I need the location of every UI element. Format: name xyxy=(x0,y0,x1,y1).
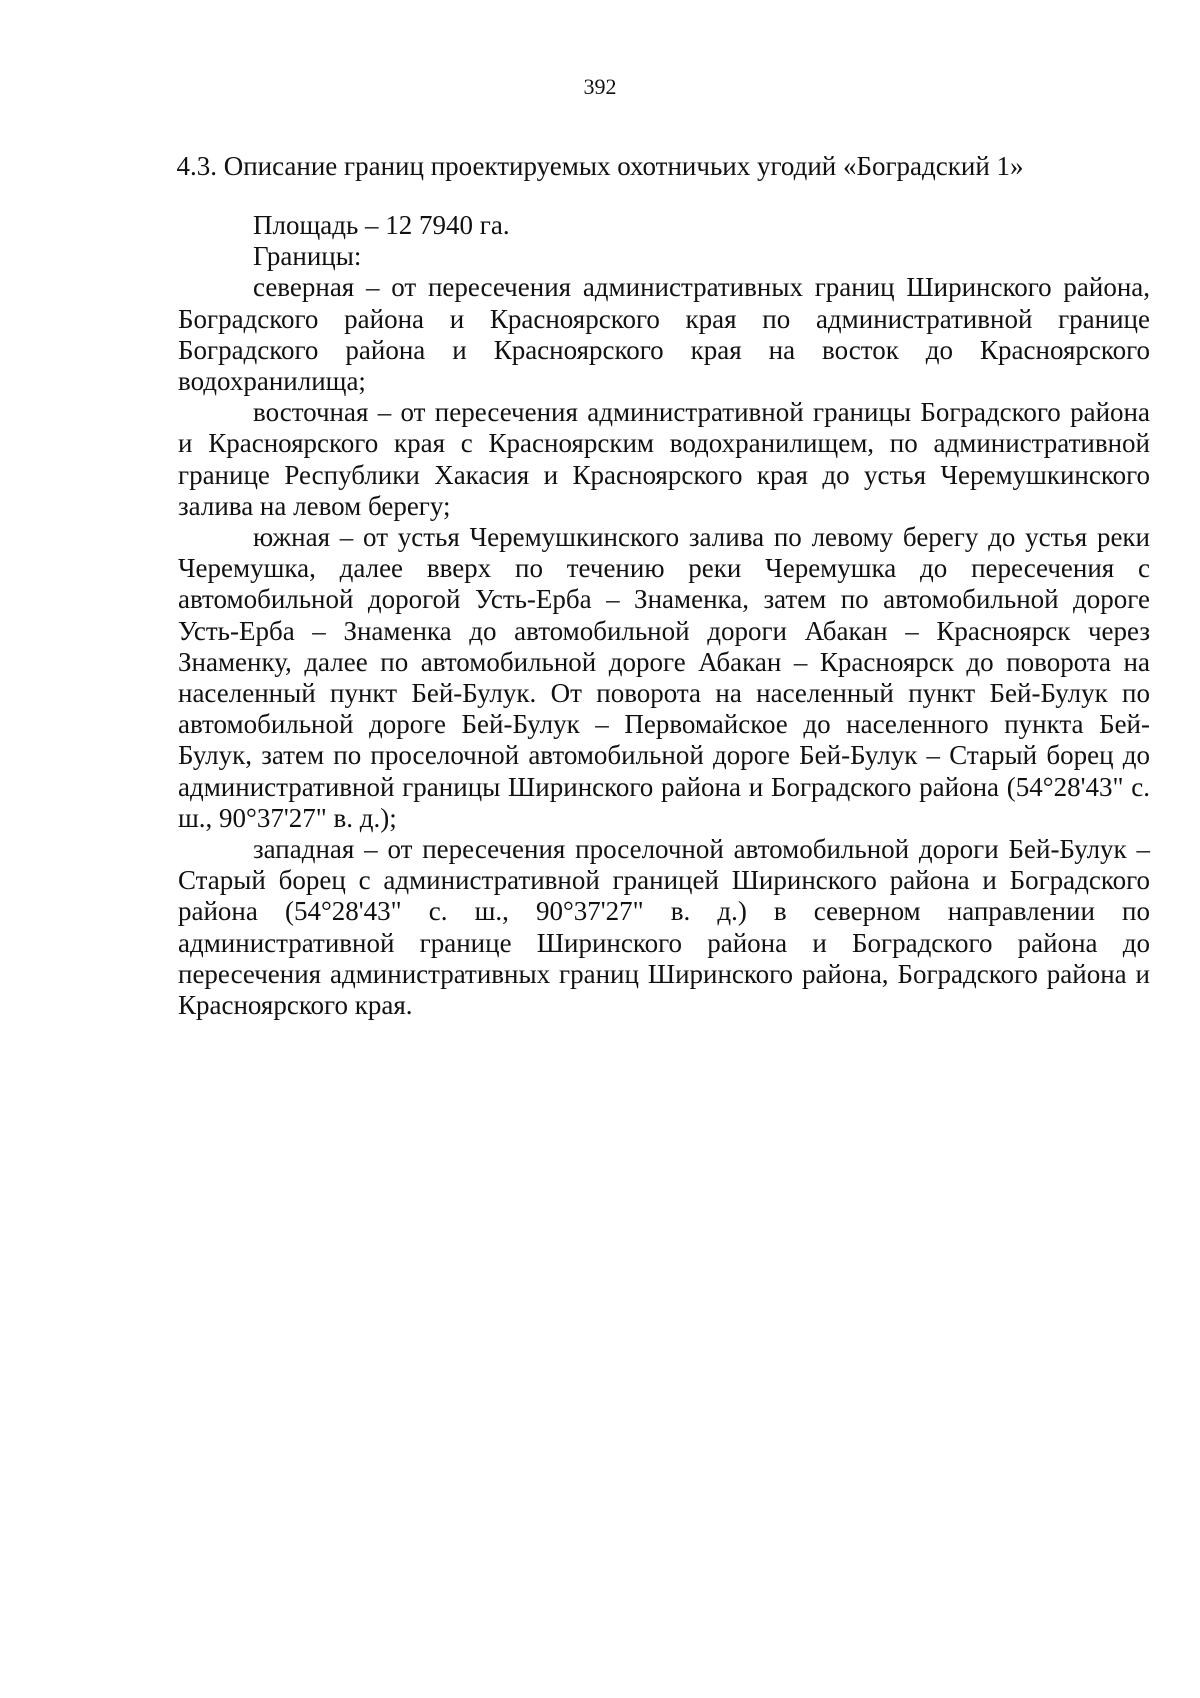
page-number: 392 xyxy=(583,74,617,99)
document-body xyxy=(178,210,1150,1021)
borders-heading: Границы: xyxy=(253,241,362,272)
section-title: 4.3. Описание границ проектируемых охотничьих угодий «Боградский 1» xyxy=(176,151,1024,181)
west-border-paragraph: западная – от пересечения проселочной автомобильной дороги Бей-Булук – Старый борец с административной границей Ширинского района и Боградского района (54°28'43" с. ш., 90°37'27" в. д.) в северном направлении по административной границе Ширинского района и Боградского района до пересечения административных границ Ширинского района, Боградского района и Красноярского края. xyxy=(178,834,1150,1021)
south-border-paragraph: южная – от устья Черемушкинского залива по левому берегу до устья реки Черемушка, далее вверх по течению реки Черемушка до пересечения с автомобильной дорогой Усть-Ерба – Знаменка, затем по автомобильной дороге Усть-Ерба – Знаменка до автомобильной дороги Абакан – Красноярск через Знаменку, далее по автомобильной дороге Абакан – Красноярск до поворота на населенный пункт Бей-Булук. От поворота на населенный пункт Бей-Булук по автомобильной дороге Бей-Булук – Первомайское до населенного пункта Бей-Булук, затем по проселочной автомобильной дороге Бей-Булук – Старый борец до административной границы Ширинского района и Боградского района (54°28'43" с. ш., 90°37'27" в. д.); xyxy=(178,522,1150,833)
area-paragraph: Площадь – 12 7940 га. xyxy=(253,210,510,240)
east-border-paragraph: восточная – от пересечения административной границы Боградского района и Красноярского края с Красноярским водохранилищем, по административной границе Республики Хакасия и Красноярского края до устья Черемушкинского залива на левом берегу; xyxy=(178,397,1150,521)
north-border-paragraph: северная – от пересечения административных границ Ширинского района, Боградского района и Красноярского края по административной границе Боградского района и Красноярского края на восток до Красноярского водохранилища; xyxy=(178,272,1150,397)
